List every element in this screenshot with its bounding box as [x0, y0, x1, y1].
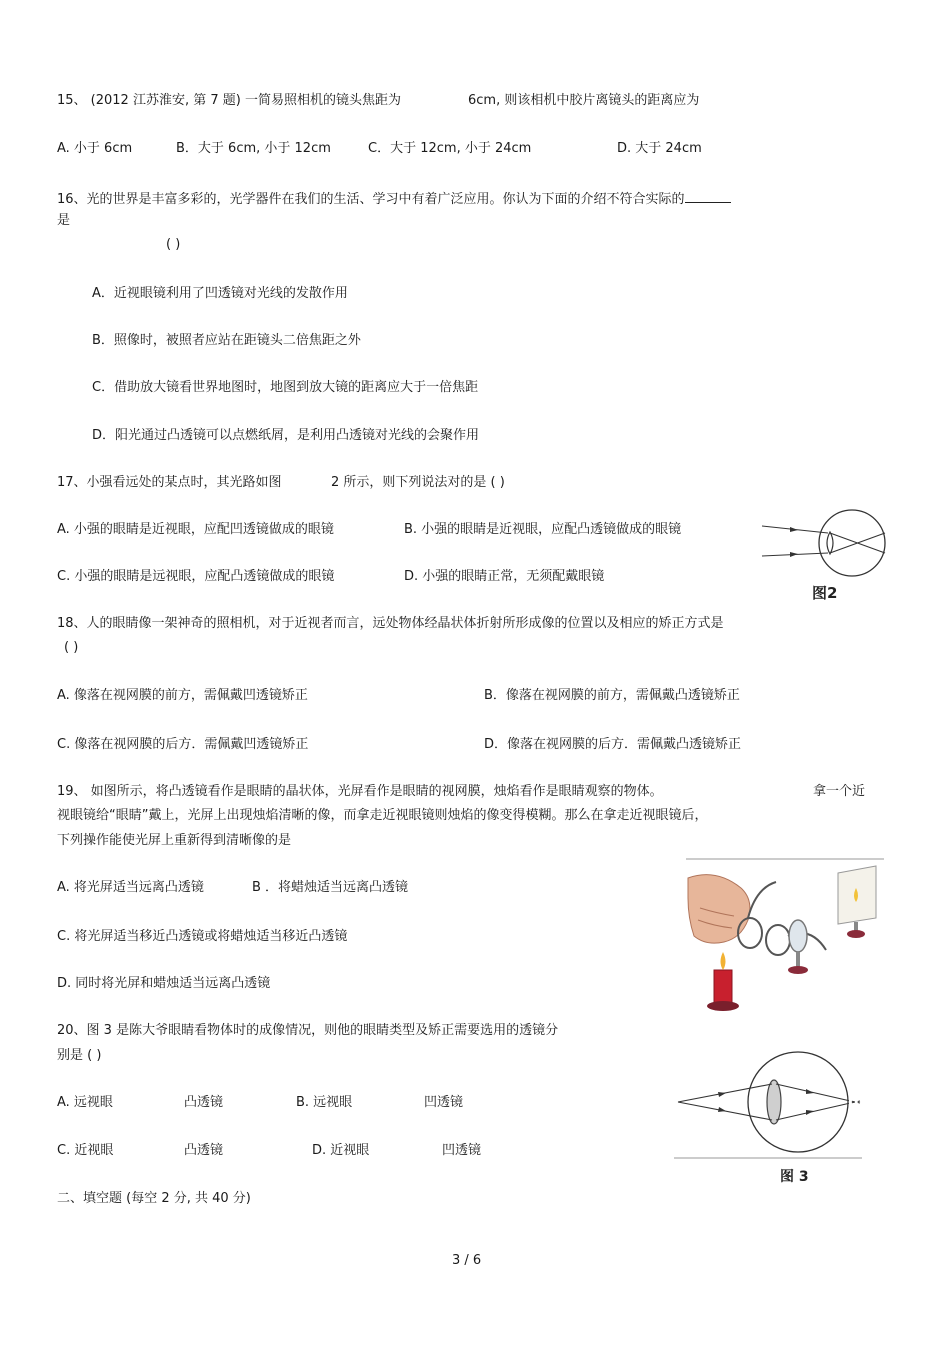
- q20-option-a-label: A. 远视眼: [57, 1095, 113, 1110]
- q20-line1: 20、图 3 是陈大爷眼睛看物体时的成像情况，则他的眼睛类型及矫正需要选用的透镜分: [57, 1023, 559, 1038]
- q17-stem-b: 2 所示，则下列说法对的是 ( ): [331, 475, 505, 490]
- glasses-lens-left: [738, 918, 762, 948]
- convex-lens: [789, 920, 807, 952]
- q16-option-a: A．近视眼镜利用了凹透镜对光线的发散作用: [92, 286, 348, 301]
- q18-option-c: C. 像落在视网膜的后方．需佩戴凹透镜矫正: [57, 737, 309, 752]
- q17-stem-a: 17、小强看远处的某点时，其光路如图: [57, 475, 282, 490]
- figure-2-caption: 图2: [812, 584, 838, 602]
- q19-option-a: A. 将光屏适当远离凸透镜: [57, 880, 204, 895]
- eyeball-outline: [748, 1052, 848, 1152]
- q20-option-c-lens: 凸透镜: [184, 1143, 224, 1158]
- q18-stem: 18、人的眼睛像一架神奇的照相机，对于近视者而言，远处物体经晶状体折射所形成像的位置以及相应的矫正方式是: [57, 616, 724, 631]
- figure-2-eye-diagram: [758, 508, 893, 586]
- section-heading-fill-in: 二、填空题 (每空 2 分, 共 40 分): [57, 1191, 251, 1206]
- q15-option-c: C．大于 12cm, 小于 24cm: [368, 141, 532, 156]
- q18-answer-paren: ( ): [64, 640, 79, 655]
- figure-3-eye-diagram: [674, 1046, 864, 1162]
- glasses-temple: [748, 882, 776, 918]
- q17-option-d: D. 小强的眼睛正常，无须配戴眼镜: [404, 569, 605, 584]
- lens-base: [788, 966, 808, 974]
- q19-line2: 视眼镜给“眼睛”戴上，光屏上出现烛焰清晰的像，而拿走近视眼镜则烛焰的像变得模糊。那么在拿走近视眼镜后，: [57, 808, 708, 823]
- q19-line1-b: 拿一个近: [813, 784, 866, 799]
- candle-base: [707, 1001, 739, 1011]
- q20-option-c-label: C. 近视眼: [57, 1143, 114, 1158]
- screen-base: [847, 930, 865, 938]
- q18-option-d: D．像落在视网膜的后方．需佩戴凸透镜矫正: [484, 737, 742, 752]
- arrow-head: [806, 1089, 814, 1094]
- q16-stem-text: 16、光的世界是丰富多彩的，光学器件在我们的生活、学习中有着广泛应用。你认为下面的介绍不符合实际的: [57, 192, 685, 207]
- q15-option-b: B．大于 6cm, 小于 12cm: [176, 141, 331, 156]
- q19-option-b: B ．将蜡烛适当远离凸透镜: [252, 880, 409, 895]
- q17-option-a: A. 小强的眼睛是近视眼，应配凹透镜做成的眼镜: [57, 522, 334, 537]
- q18-option-b: B．像落在视网膜的前方，需佩戴凸透镜矫正: [484, 688, 740, 703]
- lens-shape: [827, 532, 833, 554]
- q20-option-b-label: B. 远视眼: [296, 1095, 353, 1110]
- lens-stand: [796, 952, 800, 968]
- q19-line3: 下列操作能使光屏上重新得到清晰像的是: [57, 833, 292, 848]
- q15-stem-b: 6cm, 则该相机中胶片离镜头的距离应为: [468, 93, 700, 108]
- q16-option-c: C．借助放大镜看世界地图时，地图到放大镜的距离应大于一倍焦距: [92, 380, 479, 395]
- glasses-lens-right: [766, 925, 790, 955]
- q16-option-b: B．照像时，被照者应站在距镜头二倍焦距之外: [92, 333, 361, 348]
- q16-stem-line2: 是: [57, 213, 71, 228]
- q20-option-a-lens: 凸透镜: [184, 1095, 224, 1110]
- candle-flame: [721, 952, 726, 970]
- q19-line1-a: 19、 如图所示，将凸透镜看作是眼睛的晶状体，光屏看作是眼睛的视网膜，烛焰看作是眼睛观察的物体。: [57, 784, 663, 799]
- arrow-head: [806, 1110, 814, 1115]
- q20-option-b-lens: 凹透镜: [424, 1095, 464, 1110]
- q16-stem: [57, 188, 731, 209]
- q17-option-c: C. 小强的眼睛是远视眼，应配凸透镜做成的眼镜: [57, 569, 335, 584]
- q20-option-d-label: D. 近视眼: [312, 1143, 370, 1158]
- q16-answer-paren: ( ): [166, 237, 181, 252]
- q20-option-d-lens: 凹透镜: [442, 1143, 482, 1158]
- lens-shape: [767, 1080, 781, 1124]
- figure-3-caption: 图 3: [780, 1169, 809, 1185]
- q17-option-b: B. 小强的眼睛是近视眼，应配凸透镜做成的眼镜: [404, 522, 682, 537]
- q16-option-d: D．阳光通过凸透镜可以点燃纸屑，是利用凸透镜对光线的会聚作用: [92, 428, 480, 443]
- answer-blank: [685, 188, 731, 203]
- q19-option-c: C. 将光屏适当移近凸透镜或将蜡烛适当移近凸透镜: [57, 929, 348, 944]
- figure-lens-candle-photo: [686, 858, 886, 1018]
- eyeball-outline: [819, 510, 885, 576]
- q15-stem-a: 15、 (2012 江苏淮安, 第 7 题) 一简易照相机的镜头焦距为: [57, 93, 401, 108]
- hand-shape: [688, 875, 750, 943]
- q15-option-a: A. 小于 6cm: [57, 141, 133, 156]
- page-number: 3 / 6: [452, 1253, 482, 1268]
- candle-body: [714, 970, 732, 1004]
- q15-option-d: D. 大于 24cm: [617, 141, 702, 156]
- q20-line2: 别是 ( ): [57, 1048, 102, 1063]
- q19-option-d: D. 同时将光屏和蜡烛适当远离凸透镜: [57, 976, 271, 991]
- q18-option-a: A. 像落在视网膜的前方，需佩戴凹透镜矫正: [57, 688, 308, 703]
